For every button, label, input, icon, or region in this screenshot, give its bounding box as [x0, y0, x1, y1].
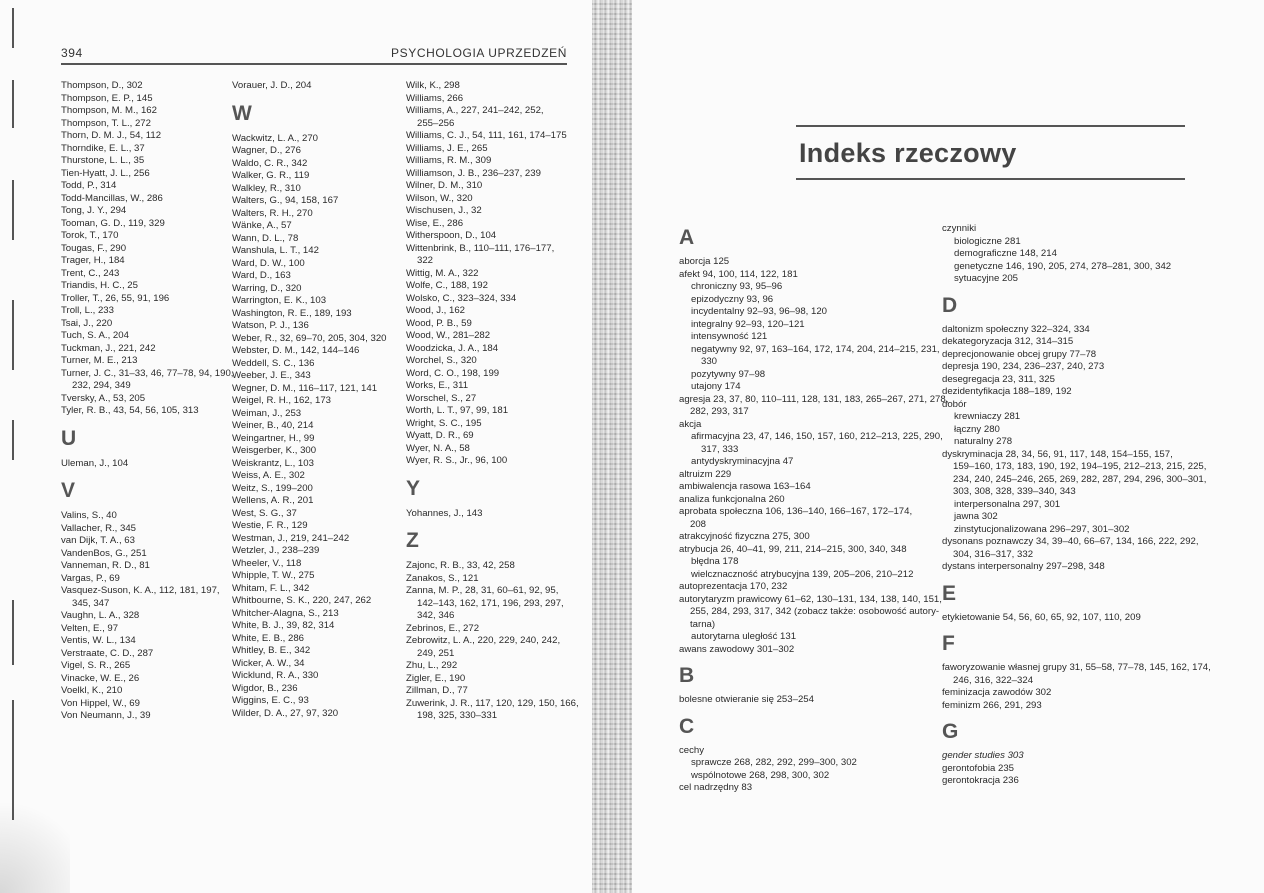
index-entry: Trager, H., 184 — [61, 255, 125, 266]
index-entry: akcja — [679, 418, 702, 430]
index-entry: 198, 325, 330–331 — [417, 710, 498, 721]
index-entry: Wyer, N. A., 58 — [406, 442, 470, 454]
index-entry: Warrington, E. K., 103 — [232, 295, 327, 306]
index-entry: integralny 92–93, 120–121 — [691, 318, 805, 330]
index-entry: Word, C. O., 198, 199 — [406, 367, 500, 379]
index-entry: Weiss, A. E., 302 — [232, 470, 305, 481]
index-entry: naturalny 278 — [954, 436, 1013, 447]
index-letter-heading: Y — [406, 476, 421, 500]
index-entry: pozytywny 97–98 — [691, 368, 766, 380]
index-entry: Wilson, W., 320 — [406, 192, 473, 204]
index-entry: biologiczne 281 — [954, 235, 1021, 247]
index-entry: Wise, E., 286 — [406, 217, 464, 229]
index-entry: Wetzler, J., 238–239 — [232, 545, 320, 556]
name-index-column-3 — [406, 80, 579, 723]
index-entry: Williams, A., 227, 241–242, 252, — [406, 105, 544, 116]
index-entry: West, S. G., 37 — [232, 507, 297, 519]
index-entry: Wolsko, C., 323–324, 334 — [406, 292, 517, 304]
index-entry: Zebrowitz, L. A., 220, 229, 240, 242, — [406, 635, 561, 646]
index-entry: White, E. B., 286 — [232, 632, 304, 644]
index-letter-heading: U — [61, 426, 77, 450]
page-number: 394 — [61, 46, 83, 60]
index-entry: Tuch, S. A., 204 — [61, 330, 129, 341]
index-entry: 303, 308, 328, 339–340, 343 — [953, 486, 1076, 497]
index-entry: feminizm 266, 291, 293 — [942, 699, 1042, 711]
index-entry: Walters, G., 94, 158, 167 — [232, 195, 339, 206]
subject-index-column-1 — [679, 218, 948, 795]
index-entry: Wellens, A. R., 201 — [232, 495, 314, 506]
index-entry: Webster, D. M., 142, 144–146 — [232, 345, 360, 356]
index-entry: Wolfe, C., 188, 192 — [406, 280, 488, 291]
index-entry: Vanneman, R. D., 81 — [61, 560, 150, 571]
index-letter-heading: B — [679, 664, 695, 687]
index-entry: 234, 240, 245–246, 265, 269, 282, 287, 294, 296, 300–301, — [953, 473, 1207, 485]
index-entry: Wilk, K., 298 — [406, 80, 460, 91]
index-entry: Worchel, S., 320 — [406, 355, 477, 366]
index-entry: Zajonc, R. B., 33, 42, 258 — [406, 560, 515, 571]
index-entry: Wackwitz, L. A., 270 — [232, 132, 319, 144]
index-entry: Wheeler, V., 118 — [232, 557, 302, 569]
index-entry: Witherspoon, D., 104 — [406, 230, 497, 241]
index-entry: błędna 178 — [691, 556, 739, 567]
index-entry: tarna) — [690, 618, 716, 630]
index-entry: 322 — [417, 255, 434, 266]
index-entry: dekategoryzacja 312, 314–315 — [942, 336, 1074, 347]
index-entry: Thompson, T. L., 272 — [61, 117, 151, 129]
index-entry: Weiner, B., 40, 214 — [232, 420, 314, 431]
index-entry: atrybucja 26, 40–41, 99, 211, 214–215, 300, 340, 348 — [679, 543, 907, 555]
index-entry: Tversky, A., 53, 205 — [61, 392, 146, 404]
index-entry: cechy — [679, 744, 705, 756]
index-entry: łączny 280 — [954, 423, 1000, 435]
index-entry: Wilder, D. A., 27, 97, 320 — [232, 707, 339, 719]
index-entry: Tien-Hyatt, J. L., 256 — [61, 167, 150, 179]
index-entry: Tyler, R. B., 43, 54, 56, 105, 313 — [61, 405, 199, 416]
index-entry: Wänke, A., 57 — [232, 220, 292, 231]
index-entry: 282, 293, 317 — [690, 406, 749, 417]
index-entry: Williams, 266 — [406, 92, 464, 104]
index-entry: Voelkl, K., 210 — [61, 685, 123, 696]
index-entry: Von Hippel, W., 69 — [61, 697, 140, 709]
index-entry: antydyskryminacyjna 47 — [691, 456, 794, 467]
index-entry: Wood, P. B., 59 — [406, 317, 472, 329]
index-entry: Whitbourne, S. K., 220, 247, 262 — [232, 595, 372, 606]
index-entry: depresja 190, 234, 236–237, 240, 273 — [942, 361, 1105, 372]
index-letter-heading: G — [942, 720, 959, 743]
index-entry: aprobata społeczna 106, 136–140, 166–167, 172–174, — [679, 506, 913, 517]
index-entry: Worth, L. T., 97, 99, 181 — [406, 405, 509, 416]
index-entry: dysonans poznawczy 34, 39–40, 66–67, 134, 166, 222, 292, — [942, 536, 1199, 547]
index-entry: Vigel, S. R., 265 — [61, 660, 131, 671]
index-entry: Zhu, L., 292 — [406, 660, 458, 671]
index-letter-heading: C — [679, 714, 695, 738]
index-entry: Ward, D. W., 100 — [232, 257, 305, 269]
index-entry: 255–256 — [417, 117, 455, 129]
header-rule — [61, 63, 567, 65]
book-spine-gutter — [592, 0, 632, 893]
index-entry: Zebrinos, E., 272 — [406, 622, 480, 634]
index-entry: gender studies 303 — [942, 750, 1024, 761]
index-entry: Valins, S., 40 — [61, 510, 117, 521]
index-entry: Warring, D., 320 — [232, 282, 302, 294]
index-entry: interpersonalna 297, 301 — [954, 498, 1061, 510]
index-letter-heading: E — [942, 581, 957, 605]
index-entry: gerontokracja 236 — [942, 775, 1019, 786]
index-entry: negatywny 92, 97, 163–164, 172, 174, 204, 214–215, 231, — [691, 343, 940, 355]
index-entry: Weeber, J. E., 343 — [232, 370, 311, 381]
index-entry: Zigler, E., 190 — [406, 672, 466, 684]
index-entry: intensywność 121 — [691, 331, 768, 342]
index-entry: Westman, J., 219, 241–242 — [232, 532, 350, 544]
index-entry: Vaughn, L. A., 328 — [61, 610, 140, 621]
index-entry: dyskryminacja 28, 34, 56, 91, 117, 148, 154–155, 157, — [942, 448, 1173, 460]
index-entry: wspólnotowe 268, 298, 300, 302 — [691, 769, 830, 781]
subject-index-column-2 — [942, 223, 1211, 788]
index-entry: Wyer, R. S., Jr., 96, 100 — [406, 455, 508, 466]
index-letter-heading: D — [942, 293, 958, 317]
index-letter-heading: F — [942, 632, 956, 655]
index-entry: Weddell, S. C., 136 — [232, 357, 315, 369]
index-entry: Wischusen, J., 32 — [406, 205, 482, 216]
index-entry: Thorndike, E. L., 37 — [61, 142, 145, 154]
index-letter-heading: Z — [406, 529, 420, 552]
index-entry: Wood, W., 281–282 — [406, 330, 491, 341]
index-entry: altruizm 229 — [679, 468, 732, 480]
scan-corner-shadow — [0, 783, 70, 893]
index-entry: Thurstone, L. L., 35 — [61, 155, 145, 166]
name-index-column-2 — [232, 80, 402, 720]
index-entry: wielcznaczność atrybucyjna 139, 205–206, 210–212 — [691, 568, 914, 580]
index-entry: Vinacke, W. E., 26 — [61, 672, 140, 684]
index-entry: Thompson, D., 302 — [61, 80, 143, 91]
index-entry: sytuacyjne 205 — [954, 273, 1018, 284]
index-entry: Wood, J., 162 — [406, 305, 466, 316]
index-entry: dobór — [942, 398, 967, 410]
index-entry: Turner, M. E., 213 — [61, 355, 138, 366]
index-entry: deprecjonowanie obcej grupy 77–78 — [942, 348, 1097, 360]
index-entry: 304, 316–317, 332 — [953, 548, 1034, 560]
index-entry: etykietowanie 54, 56, 60, 65, 92, 107, 110, 209 — [942, 611, 1141, 623]
index-entry: Washington, R. E., 189, 193 — [232, 307, 352, 319]
index-entry: Wagner, D., 276 — [232, 145, 301, 156]
index-entry: genetyczne 146, 190, 205, 274, 278–281, 300, 342 — [954, 260, 1172, 272]
subject-index-title: Indeks rzeczowy — [799, 138, 1017, 168]
index-letter-heading: A — [679, 226, 695, 249]
index-entry: chroniczny 93, 95–96 — [691, 281, 783, 292]
index-entry: atrakcyjność fizyczna 275, 300 — [679, 531, 810, 542]
index-entry: Williams, C. J., 54, 111, 161, 174–175 — [406, 130, 567, 141]
index-entry: Zanna, M. P., 28, 31, 60–61, 92, 95, — [406, 585, 559, 596]
index-entry: Williams, J. E., 265 — [406, 142, 488, 154]
index-entry: incydentalny 92–93, 96–98, 120 — [691, 306, 828, 317]
index-entry: afirmacyjna 23, 47, 146, 150, 157, 160, 212–213, 225, 290, — [691, 431, 943, 442]
index-entry: Vallacher, R., 345 — [61, 522, 137, 534]
index-entry: Whitcher-Alagna, S., 213 — [232, 607, 339, 619]
index-entry: Worschel, S., 27 — [406, 392, 477, 404]
index-entry: Wittenbrink, B., 110–111, 176–177, — [406, 242, 555, 254]
index-entry: Tuckman, J., 221, 242 — [61, 342, 156, 354]
index-entry: 255, 284, 293, 317, 342 (zobacz także: osobowość autory- — [690, 606, 940, 617]
index-entry: 330 — [701, 356, 718, 367]
index-entry: Weigel, R. H., 162, 173 — [232, 395, 332, 406]
index-entry: jawna 302 — [954, 511, 998, 522]
index-letter-heading: W — [232, 101, 253, 125]
index-entry: Tong, J. Y., 294 — [61, 205, 127, 216]
index-entry: Turner, J. C., 31–33, 46, 77–78, 94, 190, — [61, 367, 234, 379]
index-entry: Thompson, M. M., 162 — [61, 105, 157, 116]
index-entry: bolesne otwieranie się 253–254 — [679, 694, 814, 705]
index-entry: Weiskrantz, L., 103 — [232, 457, 314, 469]
index-entry: 249, 251 — [417, 647, 455, 659]
index-entry: Tougas, F., 290 — [61, 242, 127, 254]
index-entry: Verstraate, C. D., 287 — [61, 647, 154, 659]
index-entry: Wilner, D. M., 310 — [406, 180, 483, 191]
index-entry: 345, 347 — [72, 597, 110, 609]
index-entry: autoprezentacja 170, 232 — [679, 581, 788, 592]
index-entry: Wittig, M. A., 322 — [406, 267, 479, 279]
index-entry: Walters, R. H., 270 — [232, 207, 313, 219]
index-entry: 208 — [690, 518, 707, 530]
index-entry: ambiwalencja rasowa 163–164 — [679, 481, 811, 492]
index-entry: Wyatt, D. R., 69 — [406, 430, 474, 441]
index-entry: faworyzowanie własnej grupy 31, 55–58, 77–78, 145, 162, 174, — [942, 662, 1211, 673]
index-entry: Weber, R., 32, 69–70, 205, 304, 320 — [232, 332, 387, 344]
running-head-title: PSYCHOLOGIA UPRZEDZEŃ — [391, 46, 567, 60]
index-entry: Wright, S. C., 195 — [406, 417, 482, 429]
index-entry: afekt 94, 100, 114, 122, 181 — [679, 268, 798, 280]
index-entry: Trent, C., 243 — [61, 267, 120, 279]
title-bottom-rule — [796, 178, 1185, 180]
index-entry: Westie, F. R., 129 — [232, 520, 308, 531]
index-entry: 159–160, 173, 183, 190, 192, 194–195, 212–213, 215, 225, — [953, 461, 1207, 472]
index-entry: utajony 174 — [691, 381, 741, 392]
title-top-rule — [796, 125, 1185, 127]
index-entry: Weiman, J., 253 — [232, 407, 302, 419]
index-entry: 317, 333 — [701, 443, 739, 455]
index-entry: Ward, D., 163 — [232, 270, 291, 281]
index-entry: Wanshula, L. T., 142 — [232, 245, 319, 256]
index-entry: Vorauer, J. D., 204 — [232, 80, 312, 91]
index-entry: Wegner, D. M., 116–117, 121, 141 — [232, 382, 378, 394]
index-entry: Zanakos, S., 121 — [406, 572, 479, 584]
index-entry: VandenBos, G., 251 — [61, 547, 147, 559]
index-entry: Walker, G. R., 119 — [232, 170, 310, 181]
index-entry: 342, 346 — [417, 610, 455, 621]
index-entry: Thorn, D. M. J., 54, 112 — [61, 130, 162, 141]
index-entry: Wicker, A. W., 34 — [232, 657, 305, 669]
index-entry: Troll, L., 233 — [61, 305, 114, 316]
index-entry: Walkley, R., 310 — [232, 182, 301, 194]
index-entry: krewniaczy 281 — [954, 411, 1021, 422]
index-entry: epizodyczny 93, 96 — [691, 293, 774, 305]
index-entry: Williamson, J. B., 236–237, 239 — [406, 167, 541, 179]
index-entry: Weingartner, H., 99 — [232, 432, 315, 444]
index-entry: Whitley, B. E., 342 — [232, 645, 311, 656]
index-entry: Wiggins, E. C., 93 — [232, 695, 309, 706]
index-entry: Wann, D. L., 78 — [232, 232, 299, 244]
index-entry: autorytarna uległość 131 — [691, 631, 797, 642]
index-entry: Von Neumann, J., 39 — [61, 710, 151, 721]
index-entry: Weitz, S., 199–200 — [232, 482, 313, 494]
index-entry: Vargas, P., 69 — [61, 572, 120, 584]
index-entry: aborcja 125 — [679, 256, 730, 267]
index-letter-heading: V — [61, 479, 76, 502]
index-entry: Works, E., 311 — [406, 380, 469, 391]
index-entry: awans zawodowy 301–302 — [679, 643, 795, 655]
index-entry: dezidentyfikacja 188–189, 192 — [942, 386, 1072, 397]
index-entry: Yohannes, J., 143 — [406, 507, 483, 519]
page-edge-marks — [12, 0, 20, 893]
index-entry: 232, 294, 349 — [72, 380, 131, 391]
index-entry: Uleman, J., 104 — [61, 457, 129, 469]
index-entry: Todd, P., 314 — [61, 180, 117, 191]
index-entry: Ventis, W. L., 134 — [61, 635, 136, 646]
index-entry: Whitam, F. L., 342 — [232, 582, 310, 594]
index-entry: Waldo, C. R., 342 — [232, 157, 308, 169]
index-entry: Torok, T., 170 — [61, 230, 119, 241]
index-entry: gerontofobia 235 — [942, 762, 1015, 774]
index-entry: Wicklund, R. A., 330 — [232, 670, 319, 681]
index-entry: dystans interpersonalny 297–298, 348 — [942, 561, 1105, 572]
index-entry: Tooman, G. D., 119, 329 — [61, 217, 165, 229]
index-entry: White, B. J., 39, 82, 314 — [232, 620, 335, 631]
index-entry: Vasquez-Suson, K. A., 112, 181, 197, — [61, 585, 220, 596]
name-index-column-1 — [61, 80, 234, 723]
index-entry: Tsai, J., 220 — [61, 317, 113, 329]
index-entry: Todd-Mancillas, W., 286 — [61, 192, 163, 204]
index-entry: Zuwerink, J. R., 117, 120, 129, 150, 166, — [406, 697, 579, 709]
index-entry: 142–143, 162, 171, 196, 293, 297, — [417, 597, 564, 609]
index-entry: Troller, T., 26, 55, 91, 196 — [61, 292, 170, 304]
index-entry: daltonizm społeczny 322–324, 334 — [942, 323, 1090, 335]
index-entry: czynniki — [942, 223, 977, 234]
index-entry: van Dijk, T. A., 63 — [61, 535, 135, 546]
index-entry: agresja 23, 37, 80, 110–111, 128, 131, 183, 265–267, 271, 278, — [679, 393, 949, 405]
index-entry: Thompson, E. P., 145 — [61, 92, 153, 104]
index-entry: cel nadrzędny 83 — [679, 782, 753, 793]
index-entry: feminizacja zawodów 302 — [942, 687, 1052, 698]
index-entry: sprawcze 268, 282, 292, 299–300, 302 — [691, 757, 857, 768]
index-entry: Zillman, D., 77 — [406, 685, 468, 696]
index-entry: Williams, R. M., 309 — [406, 155, 492, 166]
index-entry: zinstytucjonalizowana 296–297, 301–302 — [954, 523, 1130, 535]
index-entry: Velten, E., 97 — [61, 622, 119, 634]
index-entry: Weisgerber, K., 300 — [232, 445, 317, 456]
index-entry: Triandis, H. C., 25 — [61, 280, 138, 291]
index-entry: 246, 316, 322–324 — [953, 674, 1034, 686]
index-entry: demograficzne 148, 214 — [954, 248, 1057, 259]
index-entry: Wigdor, B., 236 — [232, 682, 298, 694]
index-entry: Woodzicka, J. A., 184 — [406, 342, 499, 354]
index-entry: analiza funkcjonalna 260 — [679, 493, 785, 505]
index-entry: autorytaryzm prawicowy 61–62, 130–131, 134, 138, 140, 151, — [679, 593, 942, 605]
index-entry: Whipple, T. W., 275 — [232, 570, 315, 581]
index-entry: Watson, P. J., 136 — [232, 320, 309, 331]
index-entry: desegregacja 23, 311, 325 — [942, 373, 1055, 385]
